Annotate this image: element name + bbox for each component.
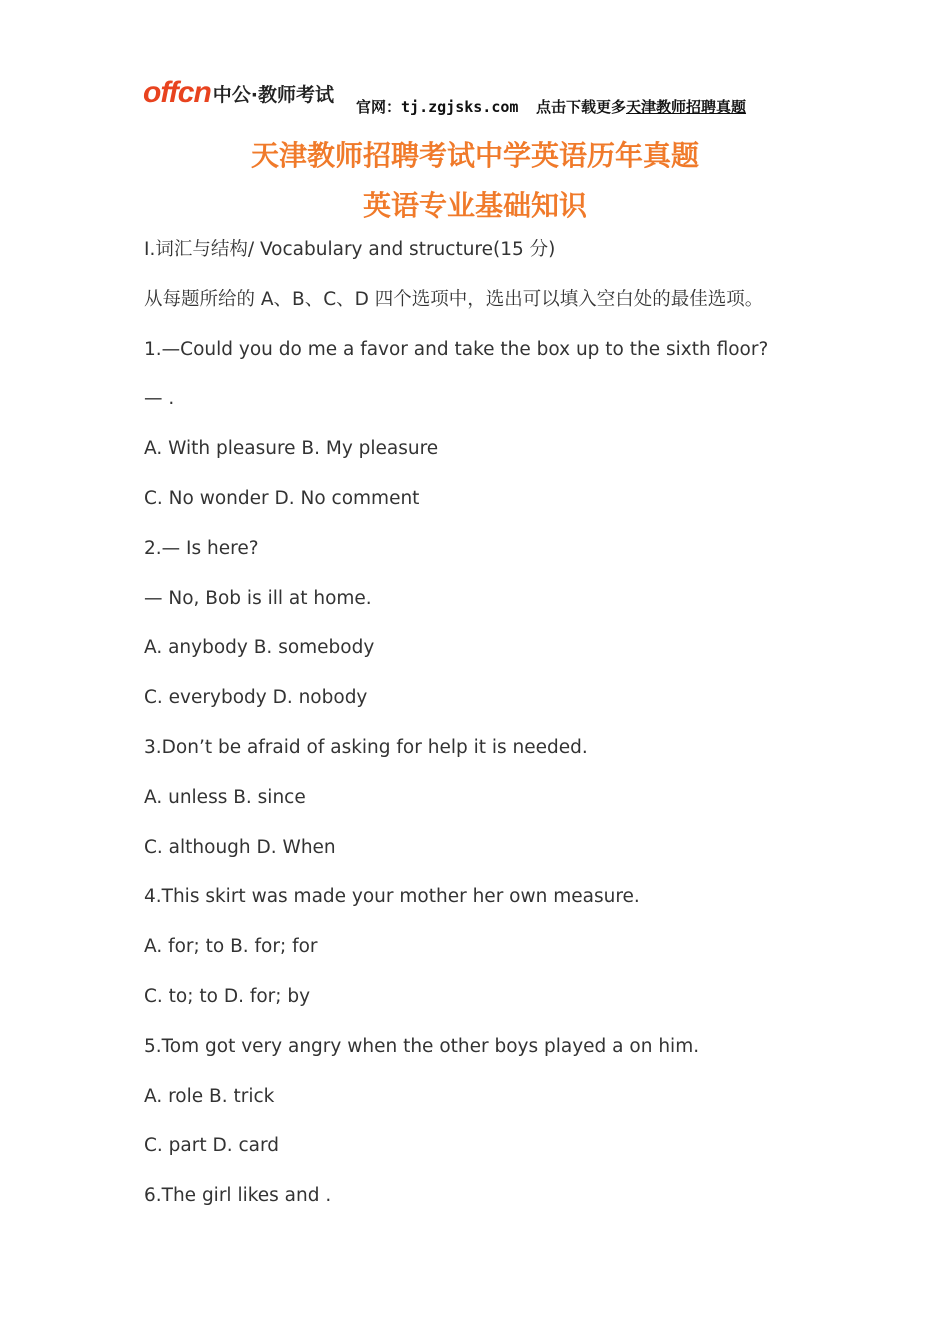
official-site (356, 96, 518, 117)
question-line: 6.The girl likes and . (144, 1185, 332, 1207)
logo-chinese-text: 中公·教师考试 (212, 84, 334, 106)
option-line: A. role B. trick (144, 1085, 275, 1107)
question-line: 2.— Is here? (144, 537, 259, 559)
option-line: A. With pleasure B. My pleasure (144, 438, 439, 460)
question-line: — . (144, 388, 175, 410)
question-line: — No, Bob is ill at home. (144, 587, 372, 609)
main-title: 天津教师招聘考试中学英语历年真题 (250, 139, 699, 172)
download-link[interactable]: 天津教师招聘真题 (626, 98, 747, 116)
option-line: C. to; to D. for; by (144, 985, 311, 1007)
question-line: 5.Tom got very angry when the other boys played a on him. (144, 1035, 700, 1057)
option-line: A. for; to B. for; for (144, 936, 318, 958)
option-line: C. everybody D. nobody (144, 687, 368, 709)
site-url[interactable]: tj.zgjsks.com (401, 98, 519, 116)
option-line: C. part D. card (144, 1135, 280, 1157)
download-prefix: 点击下载更多 (536, 98, 627, 116)
offcn-logo[interactable] (143, 74, 334, 108)
question-line: 4.This skirt was made your mother her own measure. (144, 886, 640, 908)
option-line: A. anybody B. somebody (144, 637, 375, 659)
logo-brand-text: offcn (143, 76, 211, 109)
site-label: 官网： (356, 98, 402, 116)
option-line: C. although D. When (144, 836, 336, 858)
page-header (0, 0, 950, 130)
question-line: 1.—Could you do me a favor and take the box up to the sixth floor? (144, 338, 769, 360)
instructions: 从每题所给的 A、B、C、D 四个选项中，选出可以填入空白处的最佳选项。 (144, 288, 764, 310)
section-heading: Ⅰ.词汇与结构/ Vocabulary and structure(15 分) (144, 239, 556, 260)
sub-title: 英语专业基础知识 (362, 189, 587, 222)
document-body (144, 236, 844, 1232)
option-line: C. No wonder D. No comment (144, 487, 420, 509)
download-more (536, 96, 746, 117)
option-line: A. unless B. since (144, 786, 306, 808)
question-line: 3.Don’t be afraid of asking for help it is needed. (144, 736, 588, 758)
